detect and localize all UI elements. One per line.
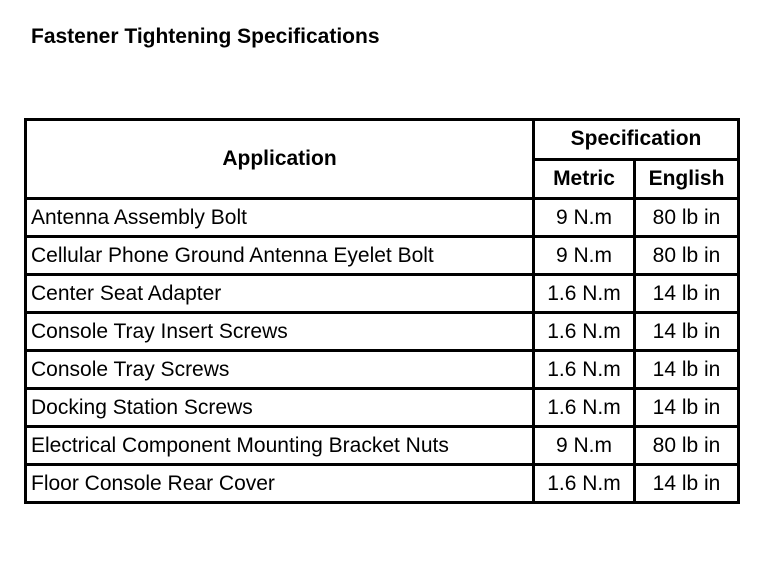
metric-cell: 1.6 N.m — [534, 351, 635, 389]
metric-header: Metric — [534, 159, 635, 199]
application-cell: Console Tray Insert Screws — [26, 313, 534, 351]
header-row — [26, 120, 739, 160]
spec-table — [24, 118, 740, 504]
application-cell: Floor Console Rear Cover — [26, 465, 534, 503]
application-cell: Antenna Assembly Bolt — [26, 199, 534, 237]
table-row — [26, 427, 739, 465]
table-row — [26, 199, 739, 237]
application-cell: Electrical Component Mounting Bracket Nuts — [26, 427, 534, 465]
english-header: English — [635, 159, 739, 199]
metric-cell: 9 N.m — [534, 237, 635, 275]
english-cell: 14 lb in — [635, 389, 739, 427]
application-cell: Console Tray Screws — [26, 351, 534, 389]
application-header: Application — [26, 120, 534, 199]
english-cell: 14 lb in — [635, 313, 739, 351]
table-row — [26, 275, 739, 313]
table-row — [26, 351, 739, 389]
page-title: Fastener Tightening Specifications — [31, 25, 380, 48]
application-cell: Docking Station Screws — [26, 389, 534, 427]
metric-cell: 1.6 N.m — [534, 465, 635, 503]
table-row — [26, 313, 739, 351]
table-row — [26, 237, 739, 275]
application-cell: Cellular Phone Ground Antenna Eyelet Bolt — [26, 237, 534, 275]
english-cell: 80 lb in — [635, 237, 739, 275]
english-cell: 14 lb in — [635, 275, 739, 313]
metric-cell: 9 N.m — [534, 427, 635, 465]
specification-header: Specification — [534, 120, 739, 160]
metric-cell: 1.6 N.m — [534, 275, 635, 313]
english-cell: 14 lb in — [635, 351, 739, 389]
english-cell: 14 lb in — [635, 465, 739, 503]
table-row — [26, 389, 739, 427]
table-row — [26, 465, 739, 503]
english-cell: 80 lb in — [635, 427, 739, 465]
metric-cell: 1.6 N.m — [534, 313, 635, 351]
metric-cell: 1.6 N.m — [534, 389, 635, 427]
metric-cell: 9 N.m — [534, 199, 635, 237]
application-cell: Center Seat Adapter — [26, 275, 534, 313]
english-cell: 80 lb in — [635, 199, 739, 237]
